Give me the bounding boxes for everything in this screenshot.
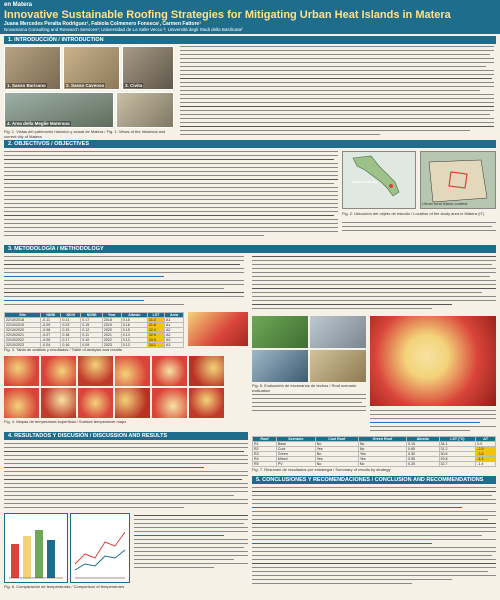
table-row: 22/10/2020 -0.08 0.19 0.12 2020 0.15 32.4 A2 xyxy=(5,328,184,333)
heatmap-12 xyxy=(189,388,224,418)
figure-5-caption: Fig. 5. Evaluación de escenarios de techos / Roof scenario evaluation xyxy=(252,383,357,393)
poster-header xyxy=(0,0,500,34)
heatmap-11 xyxy=(152,388,187,418)
figure-4-caption: Fig. 4. Mapas de temperatura superficial / Surface temperature maps xyxy=(4,419,127,424)
heatmap-10 xyxy=(115,388,150,418)
results-table-row: R2 Cool Yes No 0.65 31.2 -2.9 xyxy=(253,447,496,452)
table-header: NDBI xyxy=(41,313,61,318)
table-row: 22/10/2021 -0.07 0.18 0.11 2021 0.14 32.9 A2 xyxy=(5,333,184,338)
roof-base-image xyxy=(310,350,366,382)
map-label-left: Area of study xyxy=(352,179,378,184)
results-table-row: R4 Mixed Yes Yes 0.55 29.8 -4.3 xyxy=(253,457,496,462)
figure-7-caption: Fig. 7. Resumen de resultados por estrategia / Summary of results by strategy xyxy=(252,467,391,472)
photo-roofs xyxy=(116,92,174,128)
results-table-row: R1 Base No No 0.15 34.1 0.0 xyxy=(253,442,496,447)
table-header: Site xyxy=(5,313,41,318)
table-row: 22/10/2019 -0.09 0.23 0.15 2019 0.16 31.8 A1 xyxy=(5,323,184,328)
heatmap-1 xyxy=(4,356,39,386)
figure-1-caption: Fig. 1. Vistas del patrimonio histórico y actual de Matera / Fig. 1. Views of the historical and current city of Matera xyxy=(4,129,166,139)
section-results-title: 4. RESULTADOS Y DISCUSIÓN / DISCUSSION AND RESULTS xyxy=(4,432,248,440)
figure-6-caption: Fig. 6. Comparación de temperaturas / Comparison of temperatures xyxy=(4,584,125,589)
results-table-header: Albedo xyxy=(407,437,439,442)
photo-label-2: 2. Sasso Caveoso xyxy=(66,83,105,88)
heatmap-2 xyxy=(41,356,76,386)
section-intro-title: 1. INTRODUCCIÓN / INTRODUCTION xyxy=(4,36,496,44)
results-table xyxy=(252,436,496,467)
poster-affiliations: Novamarca Consulting and Research Services¹; Universidad de La Salle Vecco ²; Università degli Studi della Basilicata² xyxy=(4,27,243,32)
figure-3-caption: Fig. 3. Tabla de análisis y resultados / Table of analysis and results xyxy=(4,347,122,352)
table-row: 22/10/2022 -0.05 0.17 0.10 2022 0.13 33.5 A3 xyxy=(5,338,184,343)
results-table-header: ΔT xyxy=(476,437,496,442)
table-header: NDWI xyxy=(81,313,103,318)
photo-label-3: 3. Civita xyxy=(125,83,143,88)
table-row: 22/10/2023 -0.04 0.16 0.09 2023 0.13 34.1 A3 xyxy=(5,343,184,348)
table-header: NDVI xyxy=(61,313,81,318)
heatmap-7 xyxy=(4,388,39,418)
table-header: Albedo xyxy=(121,313,147,318)
section-conclusions-title: 5. CONCLUSIONES Y RECOMENDACIONES / CONCLUSION AND RECOMMENDATIONS xyxy=(252,476,496,484)
map-label-right: Urban heat island context xyxy=(422,201,468,206)
poster-title: Innovative Sustainable Roofing Strategies for Mitigating Urban Heat Islands in Matera xyxy=(4,9,451,21)
photo-label-1: 1. Sasso Barisano xyxy=(7,83,46,88)
table-header: Year xyxy=(102,313,121,318)
heatmap-large xyxy=(370,316,496,406)
results-chart-1 xyxy=(4,513,68,583)
heatmap-3 xyxy=(78,356,113,386)
results-table-row: R3 Green No Yes 0.30 30.6 -3.5 xyxy=(253,452,496,457)
results-table-header: LST (°C) xyxy=(439,437,476,442)
results-table-row: R5 PV No No 0.25 32.7 -1.4 xyxy=(253,462,496,467)
figure-2-caption: Fig. 2. Ubicación del objeto de estudio / Location of the study area in Matera (IT) xyxy=(342,211,485,216)
heatmap-9 xyxy=(78,388,113,418)
heatmap-overview xyxy=(188,312,248,346)
results-table-header: Roof xyxy=(253,437,277,442)
results-table-header: Scenario xyxy=(276,437,315,442)
poster-authors: Juana Mercedes Peralta Rodriguez¹, Fabiola Colmenero Fonseca¹, Carmen Fattore² xyxy=(4,21,201,27)
analysis-table xyxy=(4,312,184,348)
section-objectives-title: 2. OBJECTIVOS / OBJECTIVES xyxy=(4,140,496,148)
results-table-header: Cool Roof xyxy=(315,437,358,442)
roof-pv-image xyxy=(252,350,308,382)
roof-green-image xyxy=(252,316,308,348)
results-chart-2 xyxy=(70,513,130,583)
heatmap-6 xyxy=(189,356,224,386)
section-method-title: 3. METODOLOGÍA / METHODOLOGY xyxy=(4,245,496,253)
header-kicker: en Matera xyxy=(4,2,33,8)
roof-cool-image xyxy=(310,316,366,348)
heatmap-5 xyxy=(152,356,187,386)
photo-label-4: 4. Area della Meglie Materana xyxy=(7,121,70,126)
table-header: LST xyxy=(147,313,164,318)
table-row: 22/10/2018 -0.11 0.21 0.17 2018 0.15 31.2 A1 xyxy=(5,318,184,323)
results-table-header: Green Roof xyxy=(358,437,406,442)
heatmap-8 xyxy=(41,388,76,418)
heatmap-4 xyxy=(115,356,150,386)
table-header: Area xyxy=(165,313,184,318)
